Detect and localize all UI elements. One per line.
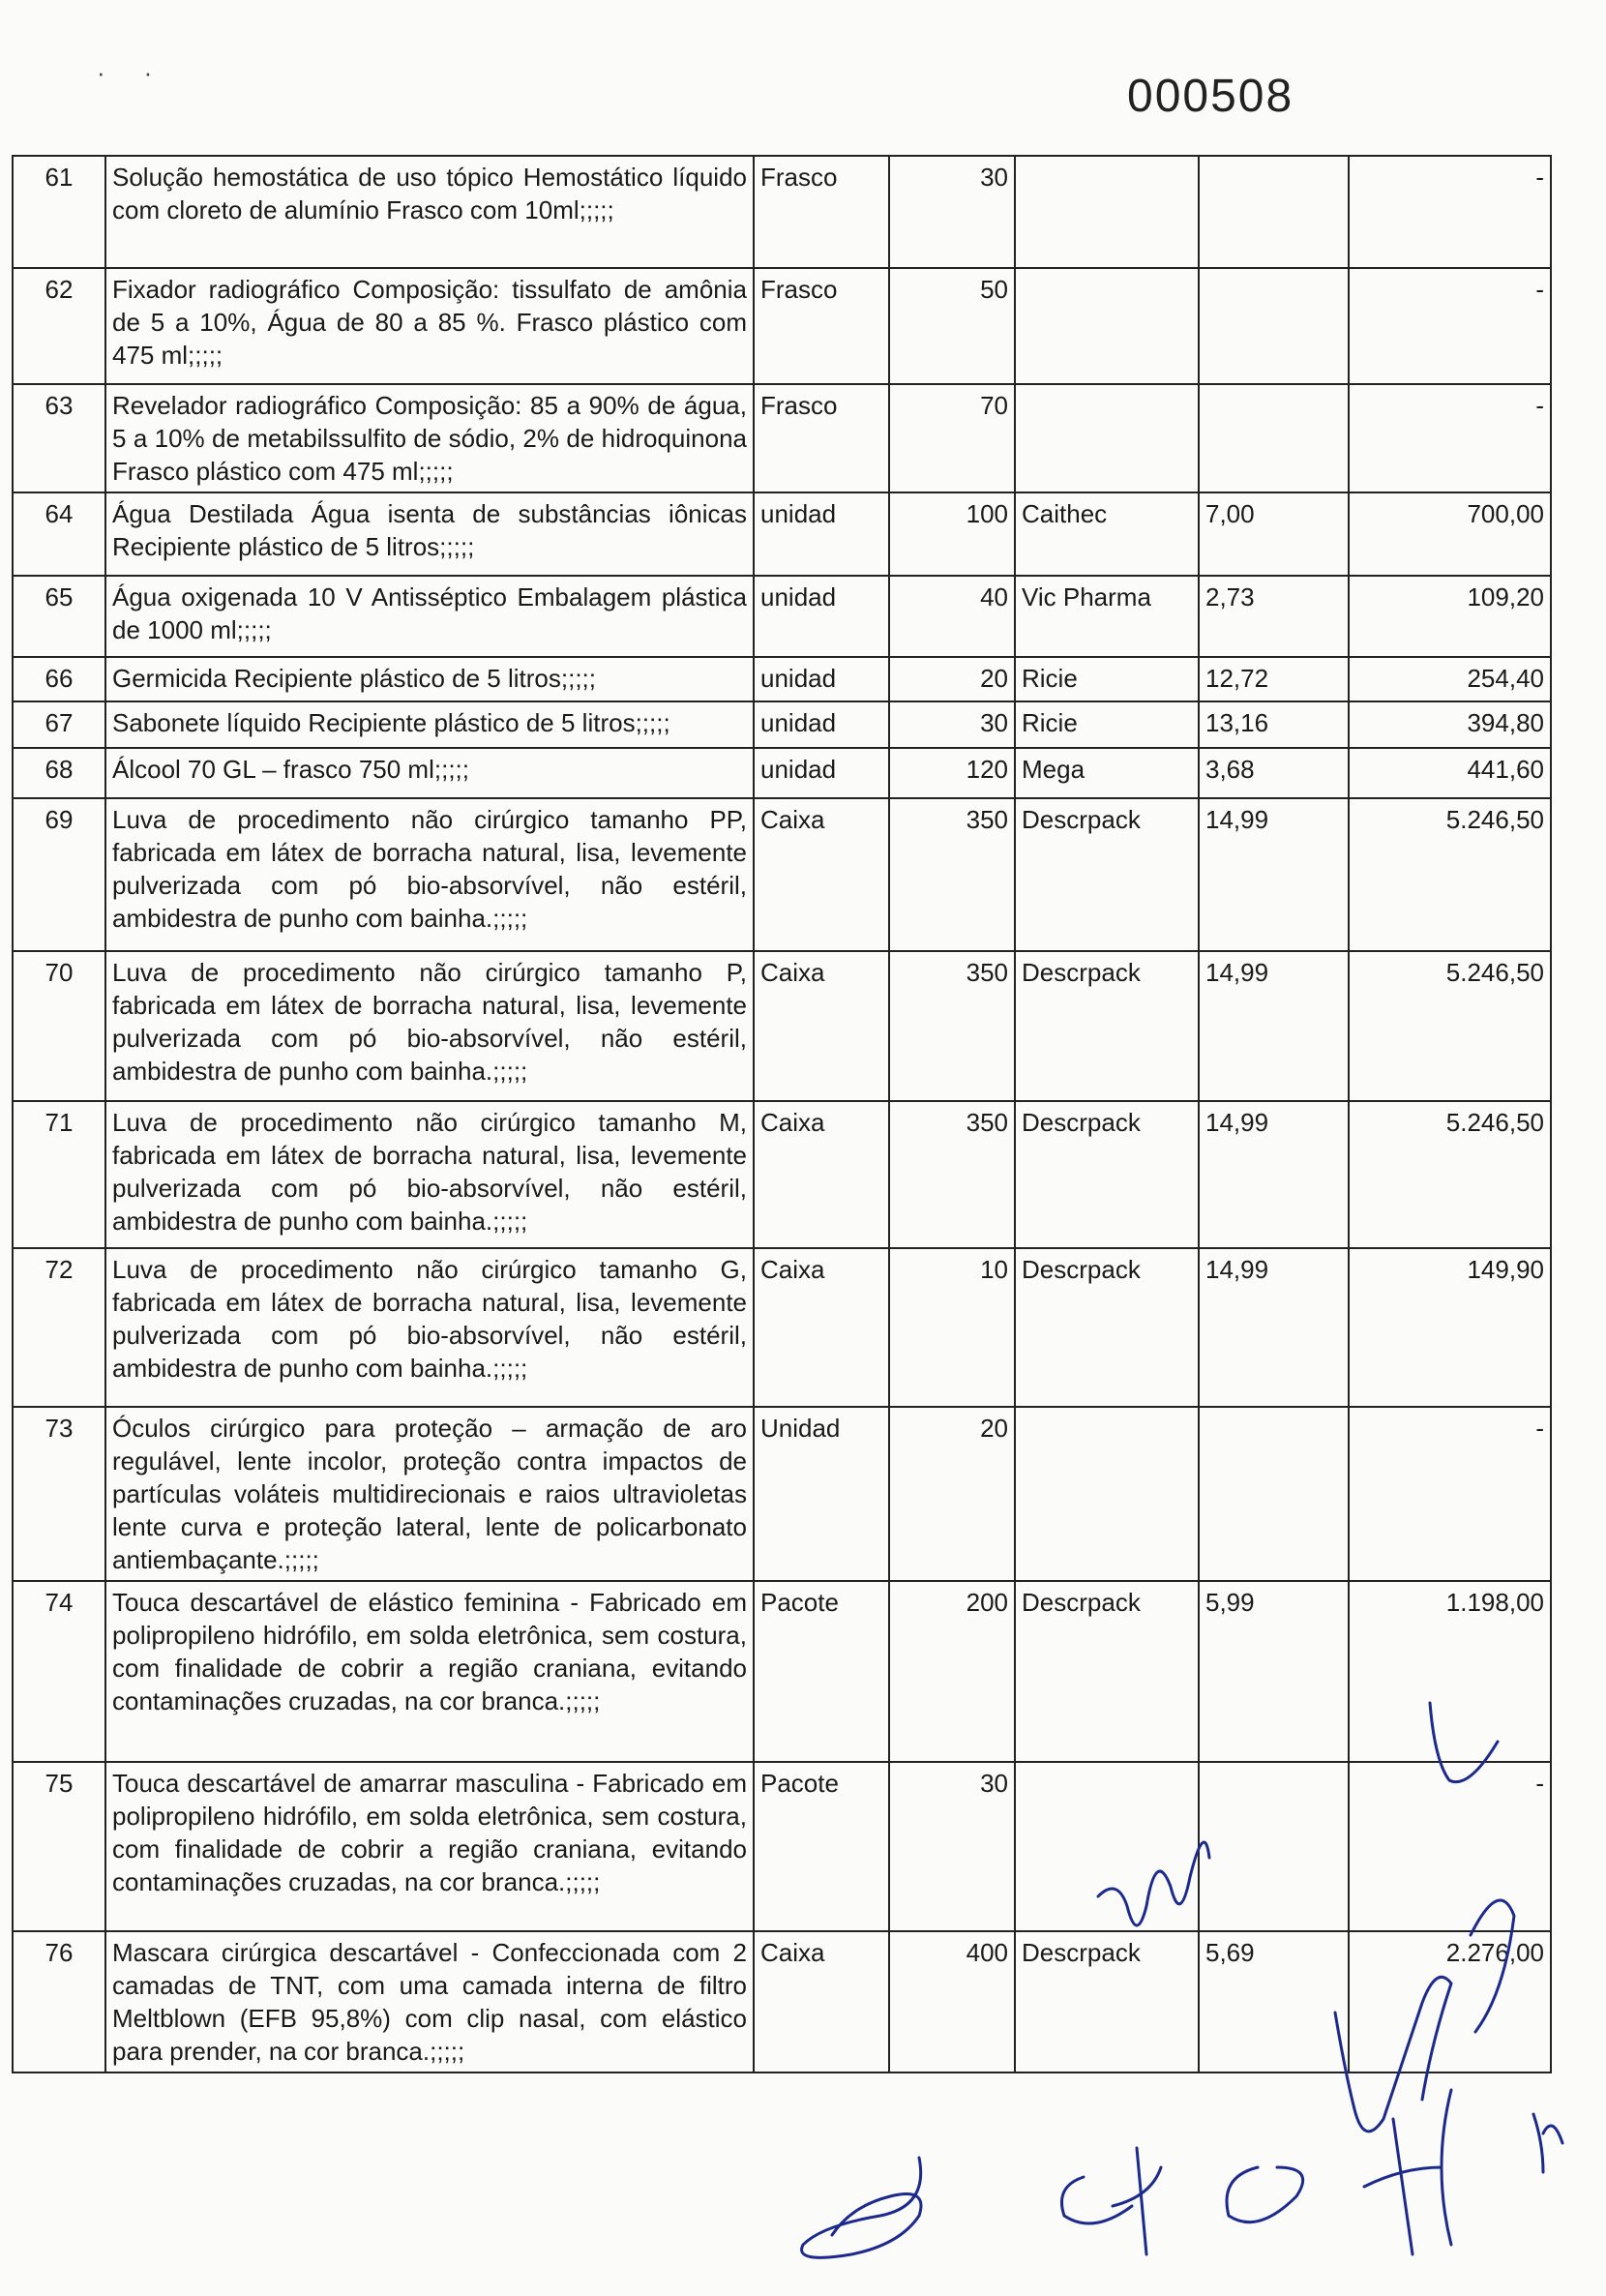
item-brand: Vic Pharma [1015,576,1199,657]
item-number: 66 [13,657,105,701]
item-brand: Descrpack [1015,951,1199,1101]
item-unit-price [1199,156,1349,268]
item-total: 441,60 [1349,748,1551,798]
item-description: Água oxigenada 10 V Antisséptico Embalagem plástica de 1000 ml;;;;; [105,576,754,657]
item-unit-price: 3,68 [1199,748,1349,798]
item-total: 700,00 [1349,492,1551,576]
item-total: - [1349,384,1551,492]
item-total: 149,90 [1349,1248,1551,1407]
item-unit-price: 7,00 [1199,492,1349,576]
item-unit: Frasco [754,384,889,492]
item-unit-price: 14,99 [1199,798,1349,951]
item-unit: Unidad [754,1407,889,1581]
item-brand [1015,268,1199,384]
item-description: Fixador radiográfico Composição: tissulfato de amônia de 5 a 10%, Água de 80 a 85 %. Frasco plástico com 475 ml;;;;; [105,268,754,384]
item-unit-price: 14,99 [1199,951,1349,1101]
item-unit: unidad [754,576,889,657]
item-description: Germicida Recipiente plástico de 5 litros;;;;; [105,657,754,701]
item-number: 76 [13,1931,105,2072]
item-brand: Descrpack [1015,1931,1199,2072]
item-description: Sabonete líquido Recipiente plástico de 5 litros;;;;; [105,701,754,748]
table-row [13,1931,1551,2072]
item-unit: unidad [754,701,889,748]
table-row [13,748,1551,798]
table-row [13,156,1551,268]
table-row [13,1762,1551,1931]
item-brand: Mega [1015,748,1199,798]
item-description: Luva de procedimento não cirúrgico tamanho M, fabricada em látex de borracha natural, lisa, levemente pulverizada com pó bio-absorvível, não estéril, ambidestra de punho com bainha.;;;;; [105,1101,754,1248]
item-unit-price: 14,99 [1199,1248,1349,1407]
table-row [13,268,1551,384]
item-unit: Caixa [754,798,889,951]
item-description: Solução hemostática de uso tópico Hemostático líquido com cloreto de alumínio Frasco com 10ml;;;;; [105,156,754,268]
item-quantity: 10 [889,1248,1015,1407]
item-unit-price: 2,73 [1199,576,1349,657]
item-unit: Caixa [754,951,889,1101]
items-table [12,155,1552,2073]
item-number: 67 [13,701,105,748]
item-number: 75 [13,1762,105,1931]
item-unit: Caixa [754,1101,889,1248]
item-unit-price [1199,1407,1349,1581]
item-total: - [1349,1407,1551,1581]
table-row [13,1581,1551,1762]
item-unit: unidad [754,748,889,798]
scan-specks: ·· [97,58,192,87]
item-unit: Pacote [754,1762,889,1931]
table-row [13,1101,1551,1248]
item-number: 61 [13,156,105,268]
item-brand [1015,1762,1199,1931]
table-row [13,701,1551,748]
table-row [13,1407,1551,1581]
item-quantity: 20 [889,1407,1015,1581]
item-brand [1015,384,1199,492]
item-number: 70 [13,951,105,1101]
item-quantity: 30 [889,701,1015,748]
item-total: - [1349,268,1551,384]
item-unit: Frasco [754,268,889,384]
table-row [13,492,1551,576]
item-unit-price: 12,72 [1199,657,1349,701]
table-row [13,798,1551,951]
item-quantity: 70 [889,384,1015,492]
item-number: 69 [13,798,105,951]
item-brand: Descrpack [1015,1101,1199,1248]
item-total: 394,80 [1349,701,1551,748]
item-brand: Descrpack [1015,798,1199,951]
item-quantity: 200 [889,1581,1015,1762]
item-number: 65 [13,576,105,657]
table-row [13,1248,1551,1407]
item-unit-price [1199,268,1349,384]
item-brand: Ricie [1015,657,1199,701]
item-quantity: 30 [889,156,1015,268]
item-total: 5.246,50 [1349,798,1551,951]
item-brand: Descrpack [1015,1581,1199,1762]
item-number: 71 [13,1101,105,1248]
item-number: 62 [13,268,105,384]
item-brand [1015,1407,1199,1581]
item-total: 5.246,50 [1349,951,1551,1101]
table-row [13,384,1551,492]
item-description: Luva de procedimento não cirúrgico tamanho P, fabricada em látex de borracha natural, lisa, levemente pulverizada com pó bio-absorvível, não estéril, ambidestra de punho com bainha.;;;;; [105,951,754,1101]
item-number: 63 [13,384,105,492]
item-quantity: 30 [889,1762,1015,1931]
item-quantity: 50 [889,268,1015,384]
item-quantity: 400 [889,1931,1015,2072]
item-unit: Caixa [754,1931,889,2072]
item-unit: unidad [754,657,889,701]
item-quantity: 350 [889,798,1015,951]
item-description: Água Destilada Água isenta de substâncias iônicas Recipiente plástico de 5 litros;;;;; [105,492,754,576]
item-total: 5.246,50 [1349,1101,1551,1248]
item-unit-price [1199,384,1349,492]
item-quantity: 120 [889,748,1015,798]
item-quantity: 40 [889,576,1015,657]
item-total: 2.276,00 [1349,1931,1551,2072]
item-number: 74 [13,1581,105,1762]
item-number: 68 [13,748,105,798]
item-description: Touca descartável de amarrar masculina - Fabricado em polipropileno hidrófilo, em solda eletrônica, sem costura, com finalidade de cobrir a região craniana, evitando contaminações cruzadas, na cor branca.;;;;; [105,1762,754,1931]
item-unit: unidad [754,492,889,576]
item-unit-price [1199,1762,1349,1931]
table-row [13,576,1551,657]
item-total: - [1349,1762,1551,1931]
item-number: 64 [13,492,105,576]
item-unit: Pacote [754,1581,889,1762]
item-quantity: 350 [889,1101,1015,1248]
item-unit-price: 14,99 [1199,1101,1349,1248]
item-description: Touca descartável de elástico feminina - Fabricado em polipropileno hidrófilo, em solda eletrônica, sem costura, com finalidade de cobrir a região craniana, evitando contaminações cruzadas, na cor branca.;;;;; [105,1581,754,1762]
item-description: Revelador radiográfico Composição: 85 a 90% de água, 5 a 10% de metabilssulfito de sódio, 2% de hidroquinona Frasco plástico com 475 ml;;;;; [105,384,754,492]
item-unit: Frasco [754,156,889,268]
item-unit-price: 5,99 [1199,1581,1349,1762]
item-quantity: 100 [889,492,1015,576]
item-description: Mascara cirúrgica descartável - Confeccionada com 2 camadas de TNT, com uma camada interna de filtro Meltblown (EFB 95,8%) com clip nasal, com elástico para prender, na cor branca.;;;;; [105,1931,754,2072]
item-description: Óculos cirúrgico para proteção – armação de aro regulável, lente incolor, proteção contra impactos de partículas voláteis multidirecionais e raios ultravioletas lente curva e proteção lateral, lente de policarbonato antiembaçante.;;;;; [105,1407,754,1581]
table-row [13,951,1551,1101]
item-unit-price: 13,16 [1199,701,1349,748]
item-number: 72 [13,1248,105,1407]
item-total: 109,20 [1349,576,1551,657]
item-total: 254,40 [1349,657,1551,701]
item-brand [1015,156,1199,268]
item-total: - [1349,156,1551,268]
item-description: Álcool 70 GL – frasco 750 ml;;;;; [105,748,754,798]
item-total: 1.198,00 [1349,1581,1551,1762]
page-number: 000508 [1127,71,1294,122]
item-unit-price: 5,69 [1199,1931,1349,2072]
item-brand: Descrpack [1015,1248,1199,1407]
item-quantity: 350 [889,951,1015,1101]
item-description: Luva de procedimento não cirúrgico tamanho G, fabricada em látex de borracha natural, lisa, levemente pulverizada com pó bio-absorvível, não estéril, ambidestra de punho com bainha.;;;;; [105,1248,754,1407]
item-brand: Ricie [1015,701,1199,748]
item-brand: Caithec [1015,492,1199,576]
table-row [13,657,1551,701]
item-number: 73 [13,1407,105,1581]
item-quantity: 20 [889,657,1015,701]
item-unit: Caixa [754,1248,889,1407]
item-description: Luva de procedimento não cirúrgico tamanho PP, fabricada em látex de borracha natural, lisa, levemente pulverizada com pó bio-absorvível, não estéril, ambidestra de punho com bainha.;;;;; [105,798,754,951]
